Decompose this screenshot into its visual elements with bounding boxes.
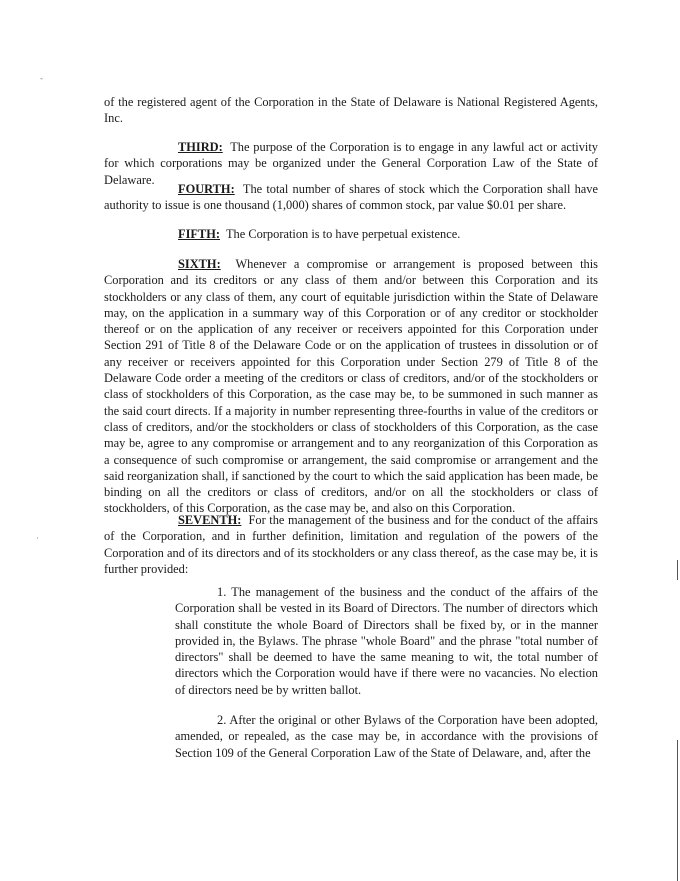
article-third-heading: THIRD: <box>178 140 223 154</box>
article-sixth <box>104 256 598 517</box>
intro-paragraph: of the registered agent of the Corporation in the State of Delaware is National Registered Agents, Inc. <box>104 95 598 126</box>
scan-speck: · <box>36 533 39 543</box>
scan-edge-mark <box>677 740 678 881</box>
article-seventh-text: For the management of the business and for the conduct of the affairs of the Corporation, and in further definition, limitation and regulation of the powers of the Corporation and of its directors and of its stockholders or any class thereof, as the case may be, it is further provided: <box>104 513 598 576</box>
scan-edge-mark <box>677 560 678 580</box>
article-fourth-text: The total number of shares of stock which the Corporation shall have authority to issue is one thousand (1,000) shares of common stock, par value $0.01 per share. <box>104 182 598 213</box>
article-fourth-heading: FOURTH: <box>178 182 235 196</box>
article-fifth <box>104 226 598 242</box>
article-seventh-heading: SEVENTH: <box>178 513 242 527</box>
article-sixth-heading: SIXTH: <box>178 257 221 271</box>
article-fourth <box>104 181 598 214</box>
article-third-text: The purpose of the Corporation is to engage in any lawful act or activity for which corporations may be organized under the General Corporation Law of the State of Delaware. <box>104 140 598 187</box>
scan-speck: - <box>40 73 43 83</box>
article-seventh <box>104 512 598 577</box>
article-fifth-heading: FIFTH: <box>178 227 220 241</box>
article-fifth-text: The Corporation is to have perpetual existence. <box>225 227 461 241</box>
article-sixth-text: Whenever a compromise or arrangement is proposed between this Corporation and its creditors or any class of them and/or between this Corporation and its stockholders or any class of them, any court of equitable jurisdiction within the State of Delaware may, on the application in a summary way of this Corporation or of any creditor or stockholder thereof or on the application of any receiver or receivers appointed for this Corporation under Section 291 of Title 8 of the Delaware Code or on the application of trustees in dissolution or of any receiver or receivers appointed for this Corporation under Section 279 of Title 8 of the Delaware Code order a meeting of the creditors or class of creditors, and/or of the stockholders or class of stockholders of this Corporation, as the case may be, to be summoned in such manner as the said court directs. If a majority in number representing three-fourths in value of the creditors or class of creditors, and/or the stockholders or class of stockholders of this Corporation, as the case may be, agree to any compromise or arrangement and to any reorganization of this Corporation as a consequence of such compromise or arrangement, the said compromise or arrangement and the said reorganization shall, if sanctioned by the court to which the said application has been made, be binding on all the creditors or class of creditors, and/or on all the stockholders or class of stockholders, of this Corporation, as the case may be, and also on this Corporation. <box>104 257 598 516</box>
seventh-item-2: 2. After the original or other Bylaws of the Corporation have been adopted, amended, or repealed, as the case may be, in accordance with the provisions of Section 109 of the General Corporation Law of the State of Delaware, and, after the <box>175 713 598 760</box>
seventh-item-1: 1. The management of the business and the conduct of the affairs of the Corporation shall be vested in its Board of Directors. The number of directors which shall constitute the whole Board of Directors shall be fixed by, or in the manner provided in, the Bylaws. The phrase "whole Board" and the phrase "total number of directors" shall be deemed to have the same meaning to wit, the total number of directors which the Corporation would have if there were no vacancies. No election of directors need be by written ballot. <box>175 585 598 697</box>
